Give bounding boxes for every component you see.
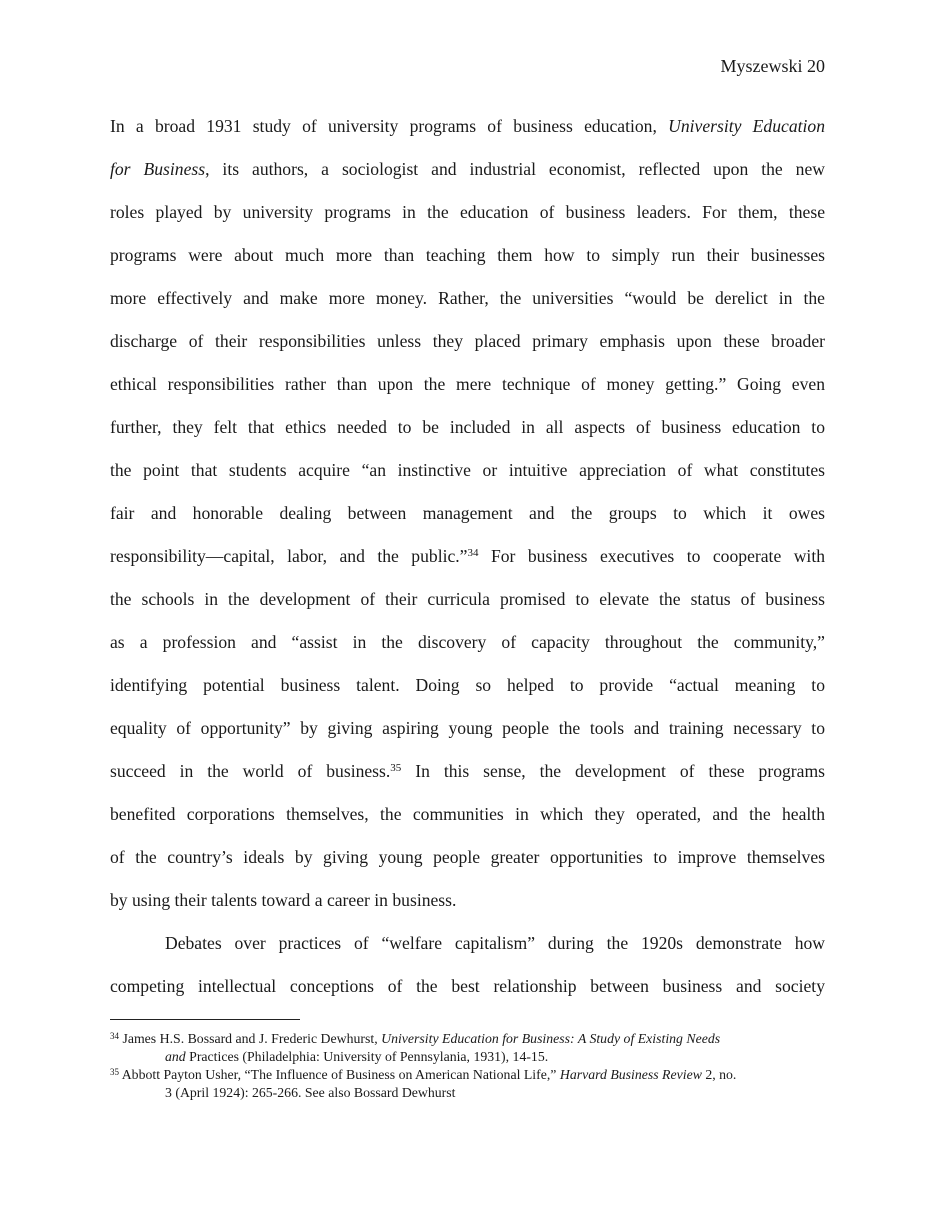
text-line: programs were about much more than teaching them how to simply run their businesses [110, 245, 825, 265]
text-line: succeed in the world of business.$^{35}$ In this sense, the development of these programs [110, 761, 825, 781]
text-line: In a broad 1931 study of university programs of business education, University Education [110, 116, 825, 136]
page-header [721, 54, 826, 78]
text-line: competing intellectual conceptions of the best relationship between business and society [110, 976, 825, 996]
text-line: by using their talents toward a career in business. [110, 890, 457, 910]
text-line: as a profession and “assist in the discovery of capacity throughout the community,” [110, 632, 825, 652]
text-line: ethical responsibilities rather than upon the mere technique of money getting.” Going even [110, 374, 825, 394]
text-line: responsibility—capital, labor, and the public.”$^{34}$ For business executives to cooperate with [110, 546, 826, 566]
page-number-label: Myszewski 20 [720, 56, 825, 76]
footnote-ref: 34 [467, 547, 479, 559]
text-line: equality of opportunity” by giving aspiring young people the tools and training necessary to [110, 718, 825, 738]
text-line: fair and honorable dealing between management and the groups to which it owes [110, 503, 825, 523]
text-line: identifying potential business talent. Doing so helped to provide “actual meaning to [110, 675, 825, 695]
footnote-number: 34 [110, 1031, 119, 1041]
text-line: the schools in the development of their curricula promised to elevate the status of business [110, 589, 825, 609]
book-title: University Education [668, 116, 825, 136]
body-text [110, 105, 825, 1008]
footnote-number: 35 [110, 1067, 119, 1077]
text-line: further, they felt that ethics needed to be included in all aspects of business education to [110, 417, 825, 437]
text-line: roles played by university programs in the education of business leaders. For them, these [110, 202, 825, 222]
text-line: the point that students acquire “an instinctive or intuitive appreciation of what constitutes [110, 460, 825, 480]
footnote-separator [110, 1019, 300, 1020]
text-line: of the country’s ideals by giving young people greater opportunities to improve themselves [110, 847, 825, 867]
footnote-ref: 35 [390, 762, 402, 774]
footnotes [110, 1030, 810, 1102]
text-line: discharge of their responsibilities unless they placed primary emphasis upon these broader [110, 331, 825, 351]
text-line: more effectively and make more money. Rather, the universities “would be derelict in the [110, 288, 825, 308]
book-title: for Business [110, 159, 206, 179]
footnote-34: $^{34}$ James H.S. Bossard and J. Frederic Dewhurst, University Education for Business: A Study of Existing Needs and Practices (Philadelphia: University of Pennsylania, 1931), 14-15. [110, 1031, 721, 1064]
footnote-35: $^{35}$ Abbott Payton Usher, “The Influence of Business on American National Life,” Harvard Business Review 2, no. 3 (April 1924): 265-266. See also Bossard Dewhurst [110, 1067, 737, 1100]
book-title: University Education for Business: A Study of Existing Needs [381, 1031, 721, 1046]
text-line: benefited corporations themselves, the communities in which they operated, and the health [110, 804, 825, 824]
text-line: Debates over practices of “welfare capitalism” during the 1920s demonstrate how [165, 933, 825, 953]
journal-title: Harvard Business Review [559, 1067, 702, 1082]
text-line: for Business, its authors, a sociologist and industrial economist, reflected upon the new [110, 159, 825, 179]
